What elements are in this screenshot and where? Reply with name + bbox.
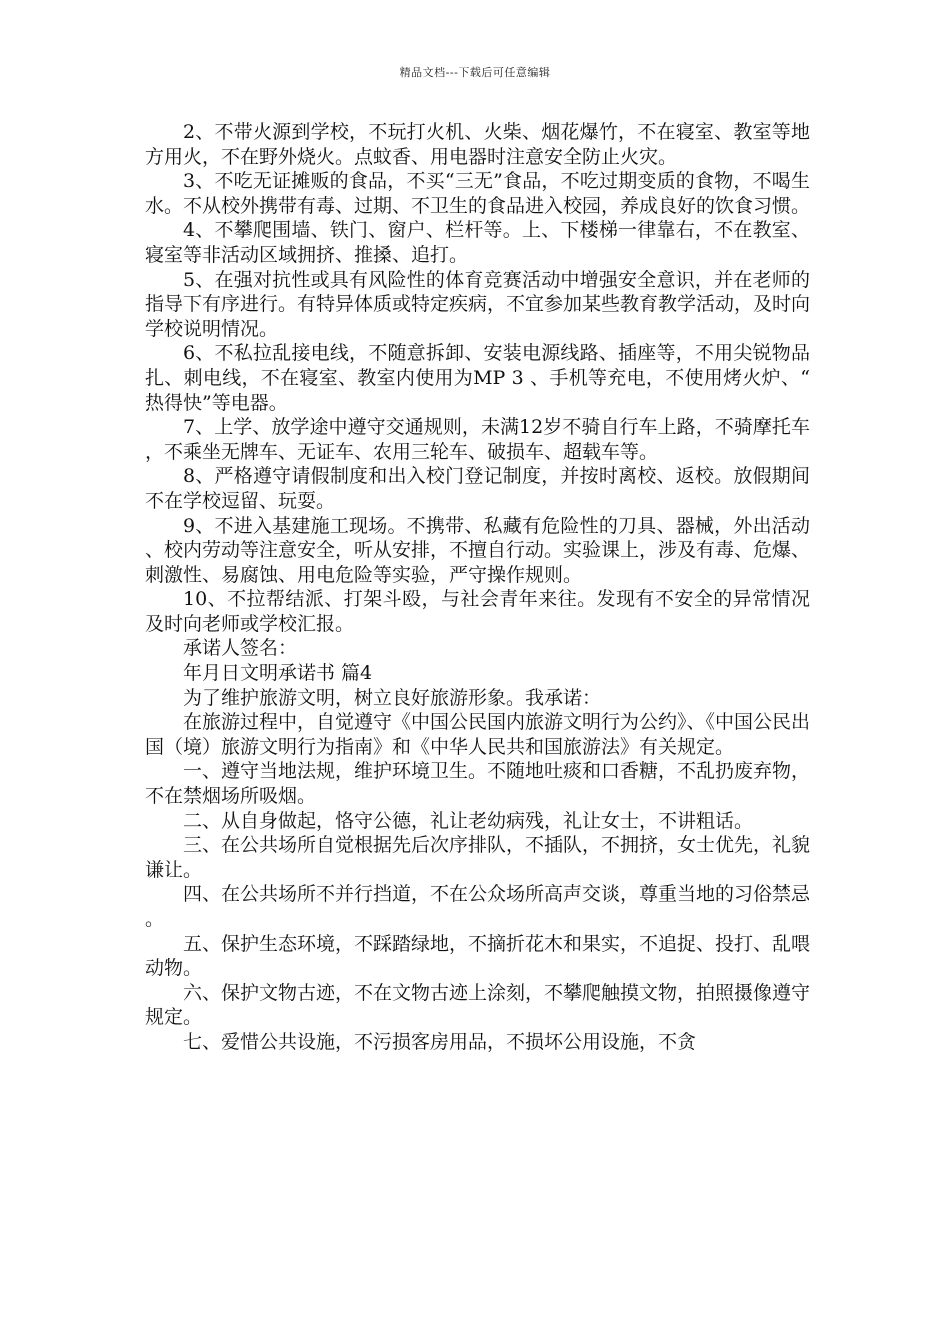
paragraph-item-4: 4、不攀爬围墙、铁门、窗户、栏杆等。上、下楼梯一律靠右，不在教室、寝室等非活动区域拥挤、推搡、追打。 (145, 219, 810, 266)
signature-label: 承诺人签名： (183, 637, 298, 660)
paragraph-item-9: 9、不进入基建施工现场。不携带、私藏有危险性的刀具、器械，外出活动、校内劳动等注意安全，听从安排，不擅自行动。实验课上，涉及有毒、危爆、刺激性、易腐蚀、用电危险等实验，严守操作规则。 (145, 514, 811, 586)
paragraph-item-7: 7、上学、放学途中遵守交通规则，未满12岁不骑自行车上路，不骑摩托车，不乘坐无牌车、无证车、农用三轮车、破损车、超载车等。 (145, 416, 810, 463)
paragraph-item-2: 2、不带火源到学校，不玩打火机、火柴、烟花爆竹，不在寝室、教室等地方用火，不在野外烧火。点蚊香、用电器时注意安全防止火灾。 (145, 121, 810, 168)
pledge-item-7: 七、爱惜公共设施，不污损客房用品，不损坏公用设施，不贪 (183, 1030, 697, 1053)
pledge-item-2: 二、从自身做起，恪守公德，礼让老幼病残，礼让女士，不讲粗话。 (183, 809, 754, 832)
pledge-preamble: 在旅游过程中，自觉遵守《中国公民国内旅游文明行为公约》、《中国公民出国（境）旅游文明行为指南》和《中华人民共和国旅游法》有关规定。 (145, 711, 811, 758)
document-body (145, 120, 810, 1055)
section-heading: 年月日文明承诺书 篇4 (183, 662, 373, 685)
paragraph-item-5: 5、在强对抗性或具有风险性的体育竞赛活动中增强安全意识，并在老师的指导下有序进行。有特异体质或特定疾病，不宜参加某些教育教学活动，及时向学校说明情况。 (145, 268, 811, 340)
paragraph-item-6: 6、不私拉乱接电线，不随意拆卸、安装电源线路、插座等，不用尖锐物品扎、刺电线，不在寝室、教室内使用为MP 3 、手机等充电，不使用烤火炉、“热得快”等电器。 (145, 342, 810, 414)
page-header: 精品文档---下载后可任意编辑 (399, 66, 551, 79)
paragraph-item-8: 8、严格遵守请假制度和出入校门登记制度，并按时离校、返校。放假期间不在学校逗留、玩耍。 (145, 465, 810, 512)
pledge-item-3: 三、在公共场所自觉根据先后次序排队，不插队，不拥挤，女士优先，礼貌谦让。 (145, 834, 811, 881)
pledge-item-5: 五、保护生态环境，不踩踏绿地，不摘折花木和果实，不追捉、投打、乱喂动物。 (145, 932, 811, 980)
pledge-item-4: 四、在公共场所不并行挡道，不在公众场所高声交谈，尊重当地的习俗禁忌。 (145, 883, 811, 930)
pledge-intro: 为了维护旅游文明，树立良好旅游形象。我承诺： (183, 686, 602, 709)
paragraph-item-10: 10、不拉帮结派、打架斗殴，与社会青年来往。发现有不安全的异常情况及时向老师或学校汇报。 (145, 588, 810, 635)
paragraph-item-3: 3、不吃无证摊贩的食品，不买“三无”食品，不吃过期变质的食物，不喝生水。不从校外携带有毒、过期、不卫生的食品进入校园，养成良好的饮食习惯。 (145, 170, 811, 217)
pledge-item-1: 一、遵守当地法规，维护环境卫生。不随地吐痰和口香糖，不乱扔废弃物，不在禁烟场所吸烟。 (145, 760, 811, 808)
pledge-item-6: 六、保护文物古迹，不在文物古迹上涂刻，不攀爬触摸文物，拍照摄像遵守规定。 (145, 981, 811, 1029)
